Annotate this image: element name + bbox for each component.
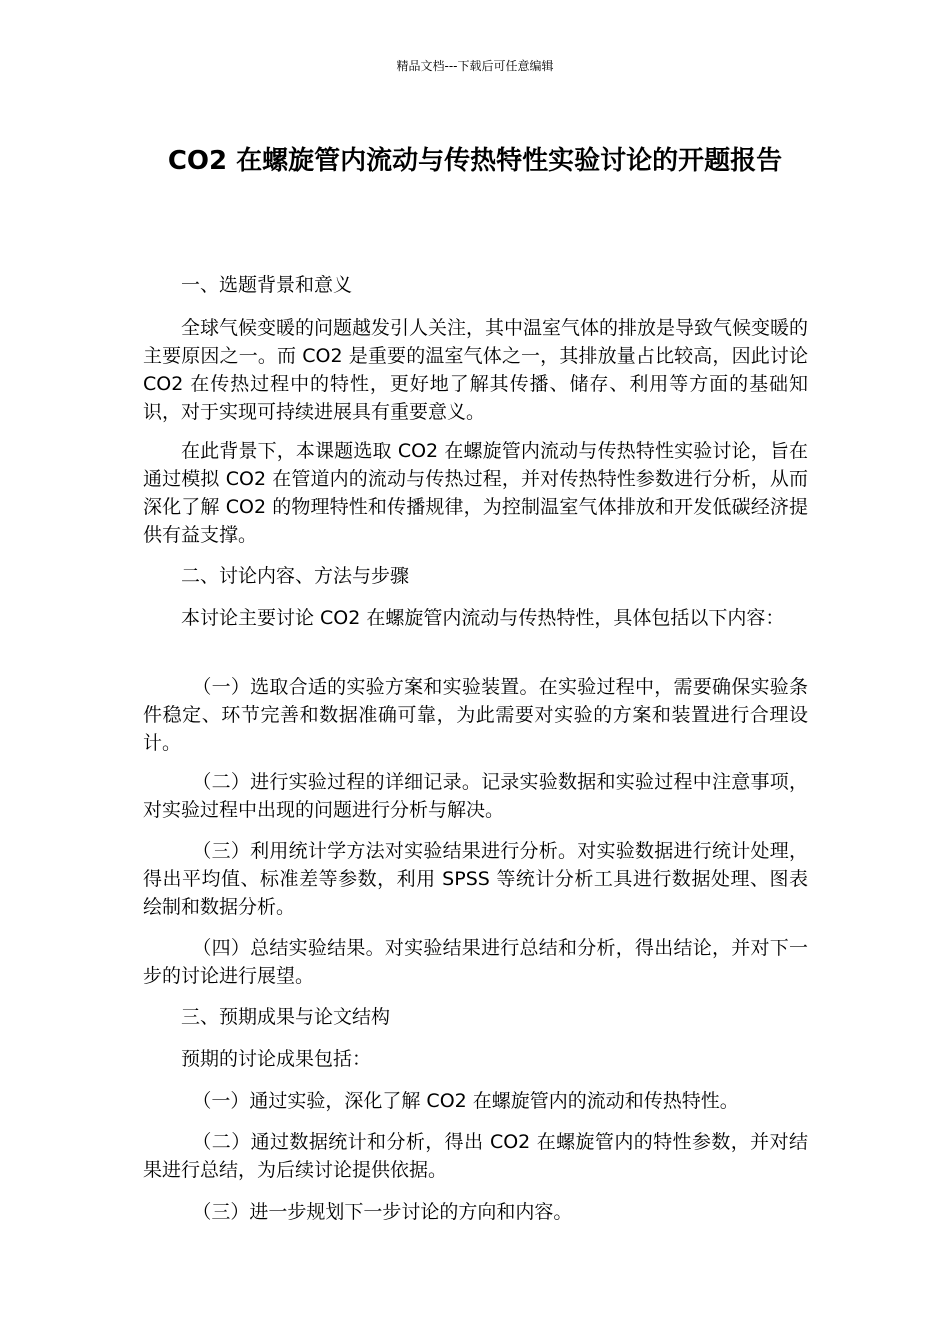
section-heading: 二、讨论内容、方法与步骤	[181, 565, 410, 587]
section-3-heading	[143, 1003, 808, 1031]
section-heading: 三、预期成果与论文结构	[181, 1006, 391, 1028]
section-2-item-4	[143, 934, 808, 990]
list-item: （三）进一步规划下一步讨论的方向和内容。	[192, 1201, 573, 1223]
section-2-intro	[143, 604, 808, 632]
document-title: CO2 在螺旋管内流动与传热特性实验讨论的开题报告	[167, 146, 783, 176]
section-2-item-2	[143, 768, 808, 824]
header-note: 精品文档---下载后可任意编辑	[396, 59, 554, 73]
section-3-intro	[143, 1045, 808, 1073]
section-2-item-3	[143, 837, 808, 921]
list-item: （一）选取合适的实验方案和实验装置。在实验过程中，需要确保实验条件稳定、环节完善和数据准确可靠，为此需要对实验的方案和装置进行合理设计。	[143, 676, 808, 754]
section-1-paragraph-2	[143, 437, 808, 549]
list-item: （一）通过实验，深化了解 CO2 在螺旋管内的流动和传热特性。	[192, 1090, 739, 1112]
paragraph: 全球气候变暖的问题越发引人关注，其中温室气体的排放是导致气候变暖的主要原因之一。而 CO2 是重要的温室气体之一，其排放量占比较高，因此讨论 CO2 在传热过程中的特性，更好地了解其传播、储存、利用等方面的基础知识，对于实现可持续进展具有重要意义。	[143, 317, 809, 423]
list-item: （二）通过数据统计和分析，得出 CO2 在螺旋管内的特性参数，并对结果进行总结，为后续讨论提供依据。	[143, 1131, 808, 1181]
section-1-heading	[143, 271, 808, 299]
section-2-heading	[143, 562, 808, 590]
list-item: （二）进行实验过程的详细记录。记录实验数据和实验过程中注意事项，对实验过程中出现的问题进行分析与解决。	[143, 771, 808, 821]
section-3-item-1	[143, 1087, 808, 1115]
section-3-item-3	[143, 1198, 808, 1226]
section-2-item-1	[143, 673, 808, 757]
list-item: （四）总结实验结果。对实验结果进行总结和分析，得出结论，并对下一步的讨论进行展望。	[143, 937, 808, 987]
paragraph: 在此背景下，本课题选取 CO2 在螺旋管内流动与传热特性实验讨论，旨在通过模拟 CO2 在管道内的流动与传热过程，并对传热特性参数进行分析，从而深化了解 CO2 的物理特性和传播规律，为控制温室气体排放和开发低碳经济提供有益支撑。	[143, 440, 808, 546]
list-item: （三）利用统计学方法对实验结果进行分析。对实验数据进行统计处理，得出平均值、标准差等参数，利用 SPSS 等统计分析工具进行数据处理、图表绘制和数据分析。	[143, 840, 808, 918]
paragraph: 本讨论主要讨论 CO2 在螺旋管内流动与传热特性，具体包括以下内容：	[181, 607, 785, 629]
section-3-item-2	[143, 1128, 808, 1184]
paragraph: 预期的讨论成果包括：	[181, 1048, 372, 1070]
section-1-paragraph-1	[143, 314, 808, 426]
section-heading: 一、选题背景和意义	[181, 274, 353, 296]
